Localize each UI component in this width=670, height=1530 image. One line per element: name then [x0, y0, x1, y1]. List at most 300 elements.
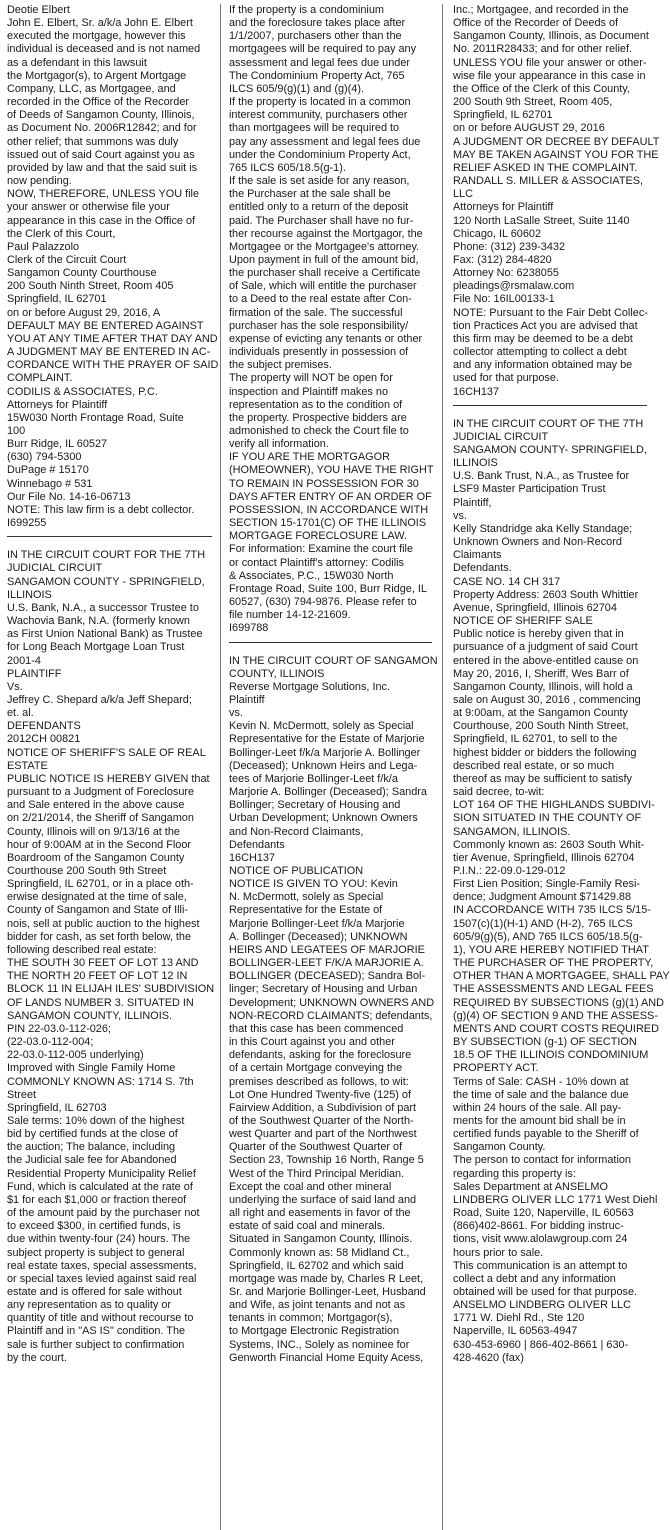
notice-text-line: Kevin N. McDermott, solely as Special — [229, 720, 414, 733]
notice-text-line: said decree, to-wit: — [453, 786, 545, 799]
notice-text-line: THE ASSESSMENTS AND LEGAL FEES — [453, 983, 654, 996]
notice-text-line: vs. — [229, 707, 243, 720]
notice-text-line: Improved with Single Family Home — [7, 1062, 176, 1075]
notice-text-line: the purchaser shall receive a Certificate — [229, 267, 421, 280]
notice-text-line: NOW, THEREFORE, UNLESS YOU file — [7, 188, 200, 201]
notice-text-line: JUDICIAL CIRCUIT — [7, 562, 103, 575]
notice-text-line: 16CH137 — [453, 385, 500, 398]
notice-text-line: Sangamon County, Illinois, will hold a — [453, 680, 633, 693]
notice-text-line: Reverse Mortgage Solutions, Inc. — [229, 680, 391, 693]
notice-text-line: to exceed $300, in certified funds, is — [7, 1220, 181, 1233]
notice-text-line: sale on August 30, 2016 , commencing — [453, 693, 641, 706]
notice-text-line: obtained will be used for that purpose. — [453, 1286, 638, 1298]
notice-text-line: I699788 — [229, 622, 269, 635]
notice-text-line: 428-4620 (fax) — [453, 1351, 524, 1364]
notice-text-line: on 2/21/2014, the Sheriff of Sangamon — [7, 812, 194, 825]
notice-text-line: as First Union National Bank) as Trustee — [7, 628, 203, 641]
notice-text-line: Avenue, Springfield, Illinois 62704 — [453, 601, 617, 614]
notice-text-line: nois, sell at public auction to the highest — [7, 917, 200, 930]
notice-text-line: Boardroom of the Sangamon County — [7, 851, 185, 864]
notice-text-line: MORTGAGE FORECLOSURE LAW. — [229, 530, 407, 543]
notice-text-line: BLOCK 11 IN ELIJAH ILES' SUBDIVISION — [7, 983, 215, 996]
notice-text-line: the time of sale and the balance due — [453, 1088, 629, 1101]
notice-text-line: BOLLINGER (DECEASED); Sandra Bol- — [229, 970, 426, 983]
notice-text-line: If the property is a condominium — [229, 4, 384, 16]
notice-text-line: Our File No. 14-16-06713 — [7, 490, 131, 503]
notice-text-line: Frontage Road, Suite 100, Burr Ridge, IL — [229, 582, 427, 595]
notice-text-line: May 20, 2016, I, Sheriff, Wes Barr of — [453, 667, 629, 680]
notice-text-line: YOU AT ANY TIME AFTER THAT DAY AND — [7, 332, 218, 345]
notice-text-line: 605/9(g)(5), AND 765 ILCS 605/18.5(g- — [453, 930, 643, 943]
notice-text-line: linger; Secretary of Housing and Urban — [229, 983, 418, 996]
notice-text-line: and the foreclosure takes place after — [229, 17, 406, 30]
notice-text-line: the Clerk of this Court, — [7, 227, 116, 240]
notice-text-line: assessment and legal fees due under — [229, 56, 411, 69]
notice-text-line: Marjorie Bollinger-Leet f/k/a Marjorie — [229, 917, 405, 930]
notice-text-line: the property. Prospective bidders are — [229, 411, 407, 424]
notice-text-line: The property will NOT be open for — [229, 372, 393, 385]
notice-text-line: (HOMEOWNER), YOU HAVE THE RIGHT — [229, 464, 434, 477]
notice-text-line: Deotie Elbert — [7, 4, 70, 16]
notice-text-line: P.I.N.: 22-09.0-129-012 — [453, 865, 566, 877]
notice-text-line: U.S. Bank Trust, N.A., as Trustee for — [453, 470, 630, 483]
notice-text-line: erwise designated at the time of sale, — [7, 891, 187, 904]
notice-text-line: highest bidder or bidders the following — [453, 746, 637, 759]
notice-text-line: Sales Department at ANSELMO — [453, 1180, 608, 1193]
column-divider — [220, 4, 221, 1530]
notice-text-line: (866)402-8661. For bidding instruc- — [453, 1220, 624, 1233]
notice-text-line: Fax: (312) 284-4820 — [453, 253, 552, 266]
notice-text-line: CASE NO. 14 CH 317 — [453, 575, 561, 588]
notice-text-line: IF YOU ARE THE MORTGAGOR — [229, 451, 390, 464]
notice-text-line: appearance in this case in the Office of — [7, 214, 196, 227]
notice-text-line: DEFENDANTS — [7, 720, 81, 733]
notice-text-line: $1 for each $1,000 or fraction thereof — [7, 1193, 187, 1206]
notice-text-line: Springfield, IL 62701 — [7, 293, 107, 306]
notice-text-line: (g)(4) OF SECTION 9 AND THE ASSESS- — [453, 1009, 658, 1022]
notice-text-line: CORDANCE WITH THE PRAYER OF SAID — [7, 359, 219, 372]
notice-text-line: The Condominium Property Act, 765 — [229, 69, 405, 82]
notice-text-line: County of Sangamon and State of Illi- — [7, 904, 189, 917]
notice-text-line: all right and easements in favor of the — [229, 1207, 411, 1220]
notice-text-line: Chicago, IL 60602 — [453, 227, 541, 240]
notice-text-line: LLC — [453, 188, 473, 201]
notice-text-line: and Sale entered in the above cause — [7, 799, 185, 812]
notice-text-line: A. Bollinger (Deceased); UNKNOWN — [229, 930, 408, 943]
notice-text-line: of a certain Mortgage conveying the — [229, 1062, 403, 1075]
notice-text-line: Claimants — [453, 549, 502, 562]
notice-text-line: BY SUBSECTION (g-1) OF SECTION — [453, 1036, 637, 1049]
notice-text-line: & Associates, P.C., 15W030 North — [229, 569, 394, 582]
notice-text-line: firmation of the sale. The successful — [229, 306, 403, 319]
notice-text-line: DEFAULT MAY BE ENTERED AGAINST — [7, 319, 204, 332]
notice-text-line: executed the mortgage, however this — [7, 30, 186, 43]
notice-text-line: SANGAMON, ILLINOIS. — [453, 825, 571, 838]
notice-text-line: SANGAMON COUNTY - SPRINGFIELD, — [7, 575, 205, 588]
notice-text-line: to a Deed to the real estate after Con- — [229, 293, 412, 306]
notice-text-line: Vs. — [7, 680, 23, 693]
notice-text-line: Lot One Hundred Twenty-five (125) of — [229, 1088, 412, 1101]
notice-text-line: For information: Examine the court file — [229, 543, 414, 556]
notice-text-line: TO REMAIN IN POSSESSION FOR 30 — [229, 477, 419, 490]
notice-text-line: 2012CH 00821 — [7, 733, 81, 746]
notice-text-line: verify all information. — [229, 438, 329, 451]
notice-text-line: certified funds payable to the Sheriff of — [453, 1128, 639, 1141]
notice-text-line: I699255 — [7, 517, 47, 530]
notice-text-line: THE PURCHASER OF THE PROPERTY, — [453, 957, 654, 970]
notice-text-line: 1771 W. Diehl Rd., Ste 120 — [453, 1312, 585, 1325]
notice-text-line: Development; UNKNOWN OWNERS AND — [229, 996, 435, 1009]
notice-text-line: west Quarter and part of the Northwest — [229, 1128, 417, 1141]
notice-text-line: NOTICE OF SHERIFF'S SALE OF REAL — [7, 746, 206, 759]
notice-text-line: Plaintiff, — [453, 496, 492, 509]
notice-text-line: than mortgagees will be required to — [229, 122, 400, 135]
notice-text-line: tees of Marjorie Bollinger-Leet f/k/a — [229, 772, 398, 785]
notice-text-line: Representative for the Estate of — [229, 904, 383, 917]
notice-text-line: SANGAMON COUNTY, ILLINOIS. — [7, 1009, 173, 1022]
notice-text-line: COMPLAINT. — [7, 372, 73, 385]
notice-text-line: NOTE: This law firm is a debt collector. — [7, 503, 195, 516]
notice-text-line: 200 South 9th Street, Room 405, — [453, 96, 613, 109]
notice-text-line: Springfield, IL 62701, to sell to the — [453, 733, 618, 746]
notice-text-line: U.S. Bank, N.A., a successor Trustee to — [7, 601, 199, 614]
notice-text-line: IN THE CIRCUIT COURT FOR THE 7TH — [7, 549, 206, 562]
notice-text-line: Section 23, Township 16 North, Range 5 — [229, 1154, 424, 1167]
notice-text-line: Kelly Standridge aka Kelly Standage; — [453, 522, 633, 535]
notice-text-line: SANGAMON COUNTY- SPRINGFIELD, — [453, 444, 647, 456]
notice-text-line: 60527, (630) 794-9876. Please refer to — [229, 596, 417, 609]
notice-text-line: OTHER THAN A MORTGAGEE, SHALL PAY — [453, 970, 670, 983]
notice-text-line: used for that purpose. — [453, 372, 559, 385]
notice-text-line: Company, LLC, as Mortgagee, and — [7, 82, 176, 95]
notice-text-line: (Deceased); Unknown Heirs and Lega- — [229, 759, 418, 772]
notice-text-line: Genworth Financial Home Equity Acess, — [229, 1351, 424, 1364]
notice-text-line: PLAINTIFF — [7, 667, 62, 680]
notice-text-line: sale is further subject to confirmation — [7, 1338, 185, 1351]
notice-text-line: HEIRS AND LEGATEES OF MARJORIE — [229, 943, 425, 956]
notice-text-line: NON-RECORD CLAIMANTS; defendants, — [229, 1009, 433, 1022]
notice-text-line: JUDICIAL CIRCUIT — [453, 430, 549, 443]
notice-text-line: Mortgagee or the Mortgagee's attorney. — [229, 240, 420, 253]
notice-text-line: ILLINOIS — [453, 457, 498, 470]
notice-text-line: NOTICE OF SHERIFF SALE — [453, 615, 593, 628]
notice-text-line: NOTICE IS GIVEN TO YOU: Kevin — [229, 878, 398, 891]
notice-text-line: ANSELMO LINDBERG OLIVER LLC — [453, 1299, 631, 1312]
notice-text-line: 120 North LaSalle Street, Suite 1140 — [453, 214, 630, 227]
notice-text-line: tenants in common; Mortgagor(s), — [229, 1312, 393, 1325]
notice-text-line: pursuance of a judgment of said Court — [453, 641, 638, 654]
notice-text-line: The person to contact for information — [453, 1154, 631, 1167]
notice-text-line: A JUDGMENT OR DECREE BY DEFAULT — [453, 135, 660, 148]
notice-text-line: No. 2011R28433; and for other relief. — [453, 43, 633, 56]
notice-text-line: DAYS AFTER ENTRY OF AN ORDER OF — [229, 490, 432, 503]
notice-text-line: the subject premises. — [229, 359, 332, 372]
notice-text-line: 16CH137 — [229, 851, 276, 864]
notice-text-line: OF LANDS NUMBER 3. SITUATED IN — [7, 996, 194, 1009]
notice-text-line: Public notice is hereby given that in — [453, 628, 624, 641]
notice-text-line: POSSESSION, IN ACCORDANCE WITH — [229, 503, 429, 516]
notice-text-line: real estate taxes, special assessments, — [7, 1259, 197, 1272]
notice-separator — [7, 536, 212, 537]
notice-text-line: file number 14-12-21609. — [229, 609, 351, 622]
notice-text-line: Road, Suite 120, Naperville, IL 60563 — [453, 1207, 634, 1220]
notice-text-line: Attorney No: 6238055 — [453, 267, 559, 280]
notice-text-line: DuPage # 15170 — [7, 464, 89, 477]
notice-text-line: defendants, asking for the foreclosure — [229, 1049, 412, 1062]
notice-text-line: Burr Ridge, IL 60527 — [7, 438, 108, 451]
notice-text-line: 1507(c)(1)(H-1) AND (H-2), 765 ILCS — [453, 917, 633, 930]
notice-text-line: Paul Palazzolo — [7, 240, 80, 253]
notice-text-line: RANDALL S. MILLER & ASSOCIATES, — [453, 175, 644, 188]
notice-text-line: Sangamon County, Illinois, as Document — [453, 30, 649, 43]
notice-text-line: Commonly known as: 2603 South Whit- — [453, 838, 645, 851]
notice-text-line: Office of the Recorder of Deeds of — [453, 17, 619, 30]
notice-text-line: ILLINOIS — [7, 588, 52, 601]
notice-text-line: PUBLIC NOTICE IS HEREBY GIVEN that — [7, 772, 210, 785]
notice-text-line: SECTION 15-1701(C) OF THE ILLINOIS — [229, 517, 427, 530]
notice-text-line: Bollinger; Secretary of Housing and — [229, 799, 401, 812]
notice-text-line: THE NORTH 20 FEET OF LOT 12 IN — [7, 970, 188, 983]
notice-text-line: described real estate, or so much — [453, 759, 615, 772]
notice-text-line: Springfield, IL 62703 — [7, 1101, 107, 1114]
notice-text-line: the Purchaser at the sale shall be — [229, 188, 391, 201]
notice-text-line: Clerk of the Circuit Court — [7, 253, 127, 266]
notice-text-line: 2001-4 — [7, 654, 41, 667]
notice-text-line: Street — [7, 1088, 37, 1101]
notice-text-line: and any information obtained may be — [453, 359, 633, 372]
notice-text-line: individual is deceased and is not named — [7, 43, 201, 56]
notice-text-line: Sr. and Marjorie Bollinger-Leet, Husband — [229, 1286, 426, 1298]
notice-separator — [229, 642, 432, 643]
notice-text-line: COMMONLY KNOWN AS: 1714 S. 7th — [7, 1075, 194, 1088]
notice-text-line: If the sale is set aside for any reason, — [229, 175, 410, 188]
notice-text-line: for Long Beach Mortgage Loan Trust — [7, 641, 185, 654]
notice-text-line: the auction; The balance, including — [7, 1141, 176, 1154]
notice-text-line: under the Condominium Property Act, — [229, 148, 411, 161]
notice-text-line: Jeffrey C. Shepard a/k/a Jeff Shepard; — [7, 693, 192, 706]
notice-text-line: UNLESS YOU file your answer or other- — [453, 56, 647, 69]
notice-text-line: Attorneys for Plaintiff — [7, 398, 108, 411]
notice-text-line: LINDBERG OLIVER LLC 1771 West Diehl — [453, 1193, 658, 1206]
notice-text-line: Residential Property Municipality Relief — [7, 1167, 196, 1180]
notice-text-line: your answer or otherwise file your — [7, 201, 170, 214]
notice-text-line: ther recourse against the Mortgagor, the — [229, 227, 423, 240]
notice-text-line: ESTATE — [7, 759, 48, 772]
notice-text-line: thereof as may be sufficient to satisfy — [453, 772, 632, 785]
notice-text-line: regarding this property is: — [453, 1167, 576, 1180]
notice-text-line: Except the coal and other mineral — [229, 1180, 392, 1193]
notice-text-line: Springfield, IL 62701, or in a place oth- — [7, 878, 194, 891]
notice-text-line: 22-03.0-112-005 underlying) — [7, 1049, 144, 1062]
notice-text-line: NOTICE OF PUBLICATION — [229, 865, 364, 877]
notice-text-line: Fairview Addition, a Subdivision of part — [229, 1101, 417, 1114]
notice-text-line: hour of 9:00AM at in the Second Floor — [7, 838, 192, 851]
notice-text-line: Wachovia Bank, N.A. (formerly known — [7, 615, 190, 628]
notice-text-line: Plaintiff and in "AS IS" condition. The — [7, 1325, 186, 1338]
notice-text-line: Phone: (312) 239-3432 — [453, 240, 566, 253]
notice-text-line: on or before AUGUST 29, 2016 — [453, 122, 605, 135]
notice-text-line: THE SOUTH 30 FEET OF LOT 13 AND — [7, 957, 199, 970]
notice-text-line: individuals presently in possession of — [229, 346, 409, 359]
notice-text-line: Inc.; Mortgagee, and recorded in the — [453, 4, 629, 16]
notice-text-line: 1/1/2007, purchasers other than the — [229, 30, 402, 43]
notice-text-line: Representative for the Estate of Marjorie — [229, 733, 425, 746]
notice-text-line: any representation as to quality or — [7, 1299, 172, 1312]
notice-text-line: MAY BE TAKEN AGAINST YOU FOR THE — [453, 148, 659, 161]
notice-text-line: by the court. — [7, 1351, 67, 1364]
notice-text-line: Attorneys for Plaintiff — [453, 201, 554, 214]
notice-text-line: of Sale, which will entitle the purchaser — [229, 280, 417, 293]
notice-text-line: purchaser has the sole responsibility/ — [229, 319, 409, 332]
notice-text-line: Systems, INC., Solely as nominee for — [229, 1338, 410, 1351]
notice-text-line: Terms of Sale: CASH - 10% down at — [453, 1075, 629, 1088]
notice-text-line: Commonly known as: 58 Midland Ct., — [229, 1246, 410, 1259]
notice-text-line: (22-03.0-112-004; — [7, 1036, 94, 1049]
notice-text-line: A JUDGMENT MAY BE ENTERED IN AC- — [7, 346, 211, 359]
notice-text-line: provided by law and that the said suit is — [7, 161, 198, 174]
notice-text-line: MENTS AND COURT COSTS REQUIRED — [453, 1022, 659, 1035]
notice-text-line: wise file your appearance in this case in — [453, 69, 646, 82]
notice-text-line: BOLLINGER-LEET F/K/A MARJORIE A. — [229, 957, 424, 970]
notice-text-line: and Wife, as joint tenants and not as — [229, 1299, 406, 1312]
notice-text-line: other relief; that summons was duly — [7, 135, 179, 148]
notice-text-line: to Mortgage Electronic Registration — [229, 1325, 400, 1338]
notice-text-line: estate of said coal and minerals. — [229, 1220, 386, 1233]
notice-text-line: Upon payment in full of the amount bid, — [229, 253, 419, 266]
notice-text-line: Winnebago # 531 — [7, 477, 93, 490]
notice-text-line: dence; Judgment Amount $71429.88 — [453, 891, 632, 904]
notice-text-line: Unknown Owners and Non-Record — [453, 536, 622, 549]
notice-text-line: due within twenty-four (24) hours. The — [7, 1233, 191, 1246]
notice-text-line: interest community, purchasers other — [229, 109, 408, 122]
notice-text-line: pleadings@rsmalaw.com — [453, 280, 575, 293]
notice-text-line: PROPERTY ACT. — [453, 1062, 539, 1075]
notice-text-line: Bollinger-Leet f/k/a Marjorie A. Bollinger — [229, 746, 421, 759]
notice-text-line: John E. Elbert, Sr. a/k/a John E. Elbert — [7, 17, 193, 30]
notice-text-line: File No: 16IL00133-1 — [453, 293, 555, 306]
notice-text-line: Situated in Sangamon County, Illinois. — [229, 1233, 413, 1246]
notice-text-line: this firm may be deemed to be a debt — [453, 332, 633, 345]
notice-text-line: on or before August 29, 2016, A — [7, 306, 161, 319]
notice-text-line: vs. — [453, 509, 467, 522]
notice-text-line: issued out of said Court against you as — [7, 148, 195, 161]
notice-text-line: Springfield, IL 62702 and which said — [229, 1259, 404, 1272]
notice-text-line: inspection and Plaintiff makes no — [229, 385, 389, 398]
notice-text-line: Plaintiff — [229, 693, 265, 706]
notice-text-line: Sale terms: 10% down of the highest — [7, 1114, 185, 1127]
notice-text-line: Sangamon County. — [453, 1141, 546, 1154]
notice-text-line: entitled only to a return of the deposit — [229, 201, 409, 214]
notice-text-line: 18.5 OF THE ILLINOIS CONDOMINIUM — [453, 1049, 649, 1062]
notice-text-line: admonished to check the Court file to — [229, 425, 409, 437]
notice-text-line: that this case has been commenced — [229, 1022, 404, 1035]
notice-text-line: Springfield, IL 62701 — [453, 109, 553, 122]
notice-text-line: 765 ILCS 605/18.5(g-1). — [229, 161, 346, 174]
notice-text-line: at 9:00am, at the Sangamon County — [453, 707, 628, 720]
notice-text-line: NOTE: Pursuant to the Fair Debt Collec- — [453, 306, 648, 319]
notice-text-line: collect a debt and any information — [453, 1272, 616, 1285]
notice-text-line: Marjorie A. Bollinger (Deceased); Sandra — [229, 786, 427, 799]
notice-text-line: West of the Third Principal Meridian. — [229, 1167, 405, 1180]
notice-text-line: paid. The Purchaser shall have no fur- — [229, 214, 414, 227]
notice-text-line: SION SITUATED IN THE COUNTY OF — [453, 812, 642, 825]
notice-text-line: Defendants — [229, 838, 285, 851]
notice-text-line: of the amount paid by the purchaser not — [7, 1207, 200, 1220]
column-2 — [229, 4, 438, 1526]
notice-text-line: bidder for cash, as set forth below, the — [7, 930, 192, 943]
notice-text-line: mortgage was made by, Charles R Leet, — [229, 1272, 424, 1285]
notice-text-line: 15W030 North Frontage Road, Suite — [7, 411, 184, 424]
notice-text-line: as a defendant in this lawsuit — [7, 56, 147, 69]
notice-text-line: Urban Development; Unknown Owners — [229, 812, 418, 825]
notice-text-line: in this Court against you and other — [229, 1036, 395, 1049]
notice-text-line: REQUIRED BY SUBSECTIONS (g)(1) AND — [453, 996, 664, 1009]
notice-text-line: and Non-Record Claimants, — [229, 825, 364, 838]
notice-text-line: tion Practices Act you are advised that — [453, 319, 638, 332]
notice-text-line: RELIEF ASKED IN THE COMPLAINT. — [453, 161, 638, 174]
notice-text-line: expense of evicting any tenants or other — [229, 332, 423, 345]
notice-text-line: Naperville, IL 60563-4947 — [453, 1325, 578, 1338]
notice-text-line: Quarter of the Southwest Quarter of — [229, 1141, 403, 1154]
notice-text-line: or contact Plaintiff's attorney: Codilis — [229, 556, 404, 569]
notice-text-line: of the Southwest Quarter of the North- — [229, 1114, 414, 1127]
notice-text-line: ILCS 605/9(g)(1) and (g)(4). — [229, 82, 364, 95]
notice-separator — [453, 405, 647, 406]
notice-text-line: quantity of title and without recourse to — [7, 1312, 194, 1325]
notice-text-line: This communication is an attempt to — [453, 1259, 628, 1272]
notice-text-line: If the property is located in a common — [229, 96, 411, 109]
notice-text-line: the Judicial sale fee for Abandoned — [7, 1154, 177, 1167]
notice-text-line: CODILIS & ASSOCIATES, P.C. — [7, 385, 158, 398]
notice-text-line: COUNTY, ILLINOIS — [229, 667, 325, 680]
notice-text-line: First Lien Position; Single-Family Resi- — [453, 878, 641, 891]
notice-text-line: mortgagees will be required to pay any — [229, 43, 417, 56]
notice-text-line: N. McDermott, solely as Special — [229, 891, 384, 904]
notice-text-line: IN ACCORDANCE WITH 735 ILCS 5/15- — [453, 904, 651, 917]
notice-text-line: County, Illinois will on 9/13/16 at the — [7, 825, 180, 838]
notice-text-line: 100 — [7, 425, 26, 437]
notice-text-line: within 24 hours of the sale. All pay- — [453, 1101, 622, 1114]
notice-text-line: LSF9 Master Participation Trust — [453, 483, 606, 496]
notice-text-line: entered in the above-entitled cause on — [453, 654, 639, 667]
column-3 — [453, 4, 670, 1526]
notice-text-line: Courthouse, 200 South Ninth Street, — [453, 720, 629, 733]
notice-text-line: pay any assessment and legal fees due — [229, 135, 421, 148]
notice-text-line: underlying the surface of said land and — [229, 1193, 417, 1206]
notice-text-line: (630) 794-5300 — [7, 451, 82, 464]
notice-text-line: et. al. — [7, 707, 34, 720]
notice-text-line: premises described as follows, to wit: — [229, 1075, 409, 1088]
notice-text-line: 1), YOU ARE HEREBY NOTIFIED THAT — [453, 943, 649, 956]
notice-text-line: LOT 164 OF THE HIGHLANDS SUBDIVI- — [453, 799, 655, 812]
notice-text-line: or special taxes levied against said real — [7, 1272, 197, 1285]
notice-text-line: Fund, which is calculated at the rate of — [7, 1180, 193, 1193]
column-1 — [7, 4, 219, 1526]
notice-text-line: IN THE CIRCUIT COURT OF THE 7TH — [453, 417, 644, 430]
notice-text-line: ments for the amount bid shall be in — [453, 1114, 626, 1127]
notice-text-line: Sangamon County Courthouse — [7, 267, 157, 280]
notice-text-line: 200 South Ninth Street, Room 405 — [7, 280, 174, 293]
notice-text-line: Courthouse 200 South 9th Street — [7, 865, 167, 877]
notice-text-line: collector attempting to collect a debt — [453, 346, 627, 359]
notice-text-line: Property Address: 2603 South Whittier — [453, 588, 639, 601]
notice-text-line: now pending. — [7, 175, 72, 188]
notice-text-line: Defendants. — [453, 562, 512, 575]
notice-text-line: 630-453-6960 | 866-402-8661 | 630- — [453, 1338, 629, 1351]
notice-text-line: bid by certified funds at the close of — [7, 1128, 178, 1141]
notice-text-line: PIN 22-03.0-112-026; — [7, 1022, 111, 1035]
notice-text-line: estate and is offered for sale without — [7, 1286, 182, 1298]
